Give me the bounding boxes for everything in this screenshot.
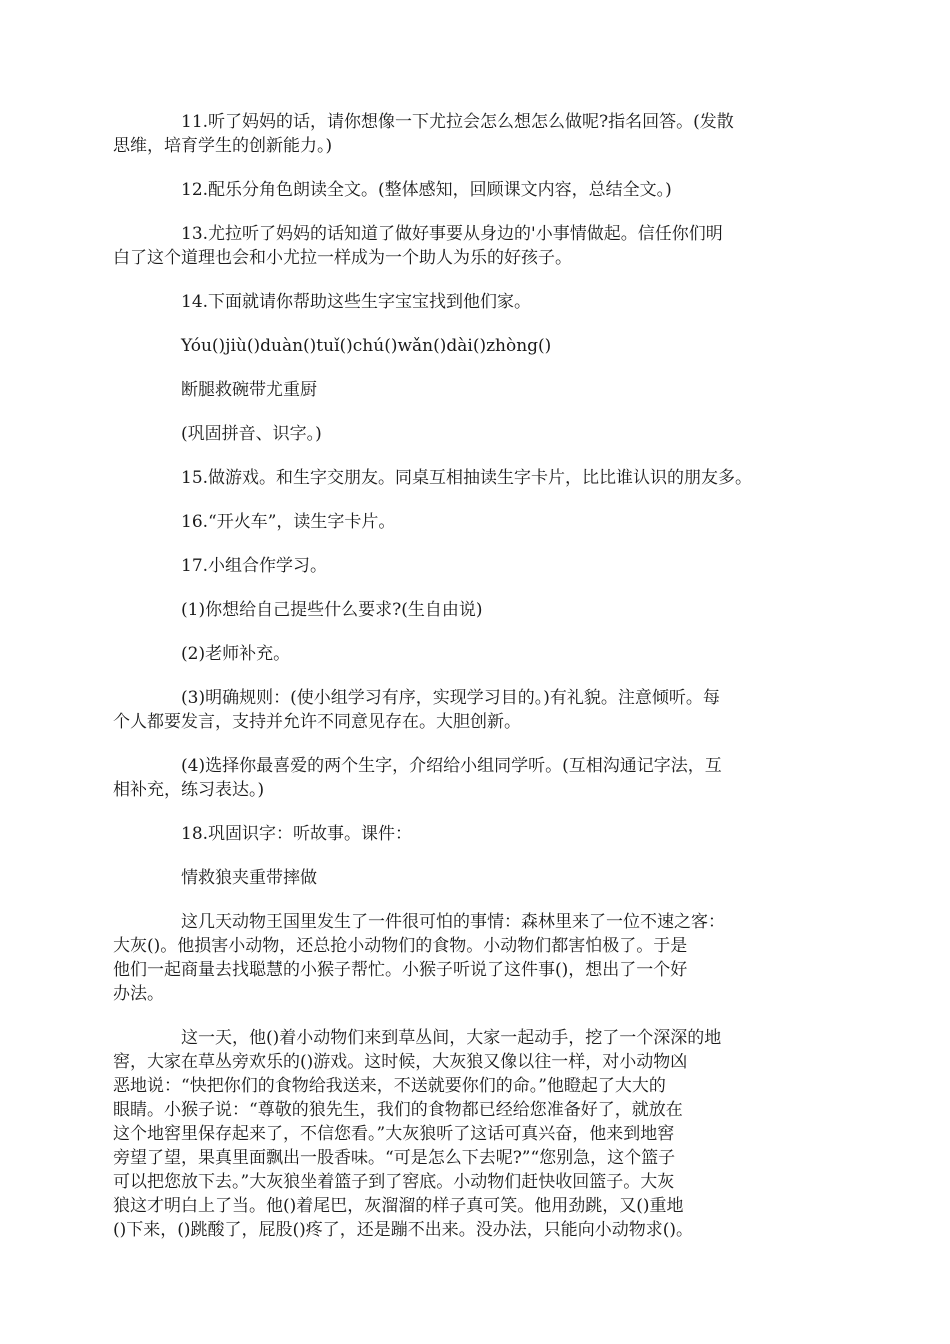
text-line: 相补充，练习表达。)	[113, 780, 265, 800]
text-line: 眼睛。小猴子说：“尊敬的狼先生，我们的食物都已经给您准备好了，就放在	[113, 1100, 683, 1120]
text-line: 他们一起商量去找聪慧的小猴子帮忙。小猴子听说了这件事()，想出了一个好	[113, 960, 688, 980]
text-line: 可以把您放下去。”大灰狼坐着篮子到了窖底。小动物们赶快收回篮子。大灰	[113, 1172, 675, 1192]
text-line: 旁望了望，果真里面飘出一股香味。“可是怎么下去呢?”“您别急，这个篮子	[113, 1148, 676, 1168]
text-line: 13.尤拉听了妈妈的话知道了做好事要从身边的'小事情做起。信任你们明	[181, 224, 723, 244]
text-line: ()下来，()跳酸了，屁股()疼了，还是蹦不出来。没办法，只能向小动物求()。	[113, 1220, 694, 1240]
paragraph-13	[113, 222, 815, 270]
text-line: (巩固拼音、识字。)	[181, 424, 322, 444]
sub-item-2	[147, 642, 815, 666]
text-line: 办法。	[113, 984, 164, 1004]
text-line: 断腿救碗带尤重厨	[181, 380, 317, 400]
paragraph-11	[113, 110, 815, 158]
story-paragraph-2	[113, 1026, 815, 1242]
text-line: 这一天，他()着小动物们来到草丛间，大家一起动手，挖了一个深深的地	[181, 1028, 722, 1048]
pinyin-line	[147, 334, 815, 358]
text-line: 18.巩固识字：听故事。课件：	[181, 824, 413, 844]
text-line: 白了这个道理也会和小尤拉一样成为一个助人为乐的好孩子。	[113, 248, 572, 268]
text-line: 14.下面就请你帮助这些生字宝宝找到他们家。	[181, 292, 532, 312]
paragraph-15	[147, 466, 815, 490]
text-line: 15.做游戏。和生字交朋友。同桌互相抽读生字卡片，比比谁认识的朋友多。	[181, 468, 753, 488]
text-line: 狼这才明白上了当。他()着尾巴，灰溜溜的样子真可笑。他用劲跳，又()重地	[113, 1196, 684, 1216]
sub-item-4	[113, 754, 815, 802]
paragraph-12	[147, 178, 815, 202]
text-line: 恶地说：“快把你们的食物给我送来，不送就要你们的命。”他瞪起了大大的	[113, 1076, 666, 1096]
paragraph-18	[147, 822, 815, 846]
sub-item-1	[147, 598, 815, 622]
text-line: Yóu()jiù()duàn()tuǐ()chú()wǎn()dài()zhòng()	[181, 336, 552, 356]
text-line: 窖，大家在草丛旁欢乐的()游戏。这时候，大灰狼又像以往一样，对小动物凶	[113, 1052, 688, 1072]
characters-line-2	[147, 866, 815, 890]
paragraph-14	[147, 290, 815, 314]
text-line: 思维，培育学生的创新能力。)	[113, 136, 333, 156]
text-line: 17.小组合作学习。	[181, 556, 328, 576]
note-line	[147, 422, 815, 446]
text-line: (3)明确规则：(使小组学习有序，实现学习目的。)有礼貌。注意倾听。每	[181, 688, 720, 708]
sub-item-3	[113, 686, 815, 734]
text-line: 16.“开火车”，读生字卡片。	[181, 512, 396, 532]
paragraph-17	[147, 554, 815, 578]
text-line: 12.配乐分角色朗读全文。(整体感知，回顾课文内容，总结全文。)	[181, 180, 672, 200]
characters-line	[147, 378, 815, 402]
text-line: 个人都要发言，支持并允许不同意见存在。大胆创新。	[113, 712, 521, 732]
text-line: 大灰()。他损害小动物，还总抢小动物们的食物。小动物们都害怕极了。于是	[113, 936, 688, 956]
text-line: 11.听了妈妈的话，请你想像一下尤拉会怎么想怎么做呢?指名回答。(发散	[181, 112, 734, 132]
text-line: 这几天动物王国里发生了一件很可怕的事情：森林里来了一位不速之客：	[181, 912, 725, 932]
text-line: (4)选择你最喜爱的两个生字，介绍给小组同学听。(互相沟通记字法，互	[181, 756, 722, 776]
paragraph-16	[147, 510, 815, 534]
text-line: 这个地窖里保存起来了，不信您看。”大灰狼听了这话可真兴奋，他来到地窖	[113, 1124, 675, 1144]
text-line: (2)老师补充。	[181, 644, 291, 664]
text-line: 情救狼夹重带摔做	[181, 868, 317, 888]
story-paragraph-1	[113, 910, 815, 1006]
text-line: (1)你想给自己提些什么要求?(生自由说)	[181, 600, 483, 620]
